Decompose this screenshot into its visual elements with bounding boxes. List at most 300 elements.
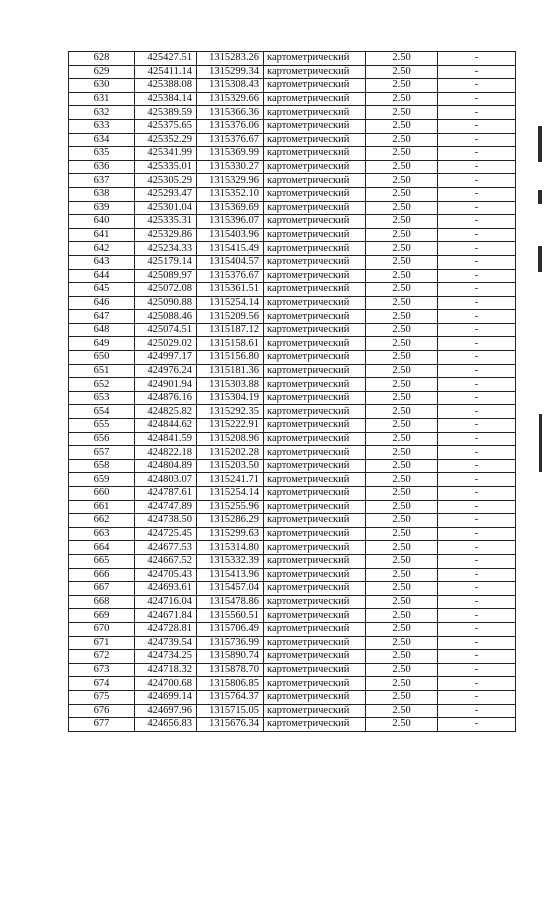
cell-coord-x: 424738.50 (135, 514, 197, 528)
cell-coord-y: 1315329.96 (197, 174, 264, 188)
cell-accuracy: 2.50 (366, 568, 438, 582)
cell-note: - (438, 582, 516, 596)
cell-coord-x: 425179.14 (135, 255, 197, 269)
cell-note: - (438, 92, 516, 106)
cell-coord-x: 425090.88 (135, 296, 197, 310)
scan-edge-mark (538, 190, 542, 204)
cell-coord-x: 425234.33 (135, 242, 197, 256)
cell-method: картометрический (264, 201, 366, 215)
cell-note: - (438, 391, 516, 405)
cell-coord-x: 424716.04 (135, 595, 197, 609)
table-row (69, 92, 516, 106)
scan-edge-mark (538, 126, 542, 162)
cell-point-number: 633 (69, 119, 135, 133)
cell-method: картометрический (264, 215, 366, 229)
cell-coord-y: 1315403.96 (197, 228, 264, 242)
cell-accuracy: 2.50 (366, 419, 438, 433)
cell-coord-x: 424705.43 (135, 568, 197, 582)
cell-coord-y: 1315369.99 (197, 147, 264, 161)
table-row (69, 269, 516, 283)
cell-point-number: 634 (69, 133, 135, 147)
cell-accuracy: 2.50 (366, 201, 438, 215)
cell-coord-x: 425089.97 (135, 269, 197, 283)
cell-method: картометрический (264, 283, 366, 297)
cell-accuracy: 2.50 (366, 677, 438, 691)
cell-coord-y: 1315158.61 (197, 337, 264, 351)
cell-coord-x: 424667.52 (135, 554, 197, 568)
cell-note: - (438, 351, 516, 365)
cell-method: картометрический (264, 174, 366, 188)
cell-note: - (438, 704, 516, 718)
cell-note: - (438, 690, 516, 704)
cell-coord-x: 425341.99 (135, 147, 197, 161)
table-row (69, 52, 516, 66)
cell-note: - (438, 554, 516, 568)
cell-note: - (438, 527, 516, 541)
cell-coord-x: 425301.04 (135, 201, 197, 215)
cell-accuracy: 2.50 (366, 119, 438, 133)
cell-point-number: 628 (69, 52, 135, 66)
table-row (69, 283, 516, 297)
cell-coord-x: 424844.62 (135, 419, 197, 433)
cell-accuracy: 2.50 (366, 487, 438, 501)
cell-coord-y: 1315241.71 (197, 473, 264, 487)
cell-coord-y: 1315369.69 (197, 201, 264, 215)
cell-coord-x: 425384.14 (135, 92, 197, 106)
cell-coord-x: 424697.96 (135, 704, 197, 718)
cell-coord-x: 425335.31 (135, 215, 197, 229)
cell-accuracy: 2.50 (366, 52, 438, 66)
cell-coord-x: 425427.51 (135, 52, 197, 66)
cell-method: картометрический (264, 364, 366, 378)
cell-coord-x: 424693.61 (135, 582, 197, 596)
cell-coord-x: 425329.86 (135, 228, 197, 242)
cell-coord-x: 425388.08 (135, 79, 197, 93)
cell-coord-y: 1315187.12 (197, 323, 264, 337)
cell-method: картометрический (264, 500, 366, 514)
cell-method: картометрический (264, 609, 366, 623)
cell-accuracy: 2.50 (366, 215, 438, 229)
table-row (69, 391, 516, 405)
cell-note: - (438, 119, 516, 133)
cell-coord-x: 424825.82 (135, 405, 197, 419)
cell-accuracy: 2.50 (366, 187, 438, 201)
cell-point-number: 649 (69, 337, 135, 351)
cell-method: картометрический (264, 595, 366, 609)
cell-accuracy: 2.50 (366, 541, 438, 555)
cell-coord-y: 1315352.10 (197, 187, 264, 201)
cell-accuracy: 2.50 (366, 622, 438, 636)
cell-coord-y: 1315706.49 (197, 622, 264, 636)
cell-point-number: 637 (69, 174, 135, 188)
cell-accuracy: 2.50 (366, 636, 438, 650)
cell-point-number: 676 (69, 704, 135, 718)
cell-method: картометрический (264, 405, 366, 419)
cell-point-number: 662 (69, 514, 135, 528)
cell-accuracy: 2.50 (366, 269, 438, 283)
cell-coord-y: 1315396.07 (197, 215, 264, 229)
cell-note: - (438, 323, 516, 337)
cell-coord-x: 425411.14 (135, 65, 197, 79)
table-row (69, 419, 516, 433)
cell-method: картометрический (264, 187, 366, 201)
cell-point-number: 644 (69, 269, 135, 283)
cell-accuracy: 2.50 (366, 255, 438, 269)
cell-point-number: 641 (69, 228, 135, 242)
cell-note: - (438, 419, 516, 433)
cell-method: картометрический (264, 147, 366, 161)
cell-note: - (438, 595, 516, 609)
cell-accuracy: 2.50 (366, 65, 438, 79)
cell-accuracy: 2.50 (366, 79, 438, 93)
cell-note: - (438, 405, 516, 419)
table-row (69, 568, 516, 582)
cell-method: картометрический (264, 323, 366, 337)
cell-point-number: 654 (69, 405, 135, 419)
cell-coord-y: 1315255.96 (197, 500, 264, 514)
cell-accuracy: 2.50 (366, 391, 438, 405)
cell-method: картометрический (264, 255, 366, 269)
table-row (69, 255, 516, 269)
cell-coord-y: 1315203.50 (197, 459, 264, 473)
cell-note: - (438, 663, 516, 677)
cell-point-number: 653 (69, 391, 135, 405)
cell-accuracy: 2.50 (366, 351, 438, 365)
cell-coord-y: 1315878.70 (197, 663, 264, 677)
table-row (69, 65, 516, 79)
table-row (69, 119, 516, 133)
cell-coord-x: 424747.89 (135, 500, 197, 514)
cell-coord-y: 1315764.37 (197, 690, 264, 704)
cell-method: картометрический (264, 351, 366, 365)
table-row (69, 187, 516, 201)
cell-note: - (438, 446, 516, 460)
cell-coord-y: 1315361.51 (197, 283, 264, 297)
cell-method: картометрический (264, 554, 366, 568)
cell-note: - (438, 500, 516, 514)
cell-coord-x: 424728.81 (135, 622, 197, 636)
table-row (69, 337, 516, 351)
cell-point-number: 640 (69, 215, 135, 229)
cell-coord-x: 425305.29 (135, 174, 197, 188)
cell-method: картометрический (264, 228, 366, 242)
cell-point-number: 671 (69, 636, 135, 650)
cell-point-number: 661 (69, 500, 135, 514)
cell-point-number: 645 (69, 283, 135, 297)
scan-edge-mark (539, 414, 542, 472)
cell-note: - (438, 364, 516, 378)
cell-accuracy: 2.50 (366, 459, 438, 473)
table-row (69, 622, 516, 636)
cell-accuracy: 2.50 (366, 514, 438, 528)
cell-accuracy: 2.50 (366, 718, 438, 732)
cell-method: картометрический (264, 622, 366, 636)
cell-coord-y: 1315806.85 (197, 677, 264, 691)
cell-coord-x: 425088.46 (135, 310, 197, 324)
cell-point-number: 632 (69, 106, 135, 120)
cell-point-number: 638 (69, 187, 135, 201)
cell-accuracy: 2.50 (366, 283, 438, 297)
cell-method: картометрический (264, 446, 366, 460)
cell-method: картометрический (264, 636, 366, 650)
table-row (69, 514, 516, 528)
cell-point-number: 636 (69, 160, 135, 174)
cell-coord-y: 1315181.36 (197, 364, 264, 378)
cell-note: - (438, 174, 516, 188)
cell-note: - (438, 459, 516, 473)
cell-accuracy: 2.50 (366, 174, 438, 188)
cell-note: - (438, 269, 516, 283)
cell-method: картометрический (264, 473, 366, 487)
table-row (69, 215, 516, 229)
cell-accuracy: 2.50 (366, 595, 438, 609)
cell-method: картометрический (264, 52, 366, 66)
table-row (69, 351, 516, 365)
cell-method: картометрический (264, 718, 366, 732)
table-row (69, 228, 516, 242)
cell-coord-x: 424901.94 (135, 378, 197, 392)
cell-note: - (438, 52, 516, 66)
cell-method: картометрический (264, 487, 366, 501)
cell-coord-x: 424700.68 (135, 677, 197, 691)
cell-method: картометрический (264, 92, 366, 106)
cell-coord-y: 1315202.28 (197, 446, 264, 460)
cell-coord-y: 1315560.51 (197, 609, 264, 623)
cell-point-number: 673 (69, 663, 135, 677)
cell-accuracy: 2.50 (366, 310, 438, 324)
cell-accuracy: 2.50 (366, 242, 438, 256)
cell-point-number: 674 (69, 677, 135, 691)
cell-point-number: 677 (69, 718, 135, 732)
cell-note: - (438, 296, 516, 310)
cell-coord-y: 1315292.35 (197, 405, 264, 419)
table-row (69, 106, 516, 120)
cell-method: картометрический (264, 65, 366, 79)
table-row (69, 582, 516, 596)
cell-point-number: 648 (69, 323, 135, 337)
cell-note: - (438, 337, 516, 351)
cell-coord-x: 425029.02 (135, 337, 197, 351)
cell-method: картометрический (264, 133, 366, 147)
cell-accuracy: 2.50 (366, 432, 438, 446)
table-row (69, 364, 516, 378)
cell-point-number: 660 (69, 487, 135, 501)
cell-method: картометрический (264, 527, 366, 541)
cell-coord-y: 1315314.80 (197, 541, 264, 555)
cell-coord-y: 1315404.57 (197, 255, 264, 269)
cell-method: картометрический (264, 119, 366, 133)
cell-coord-x: 425293.47 (135, 187, 197, 201)
cell-coord-x: 425352.29 (135, 133, 197, 147)
cell-coord-x: 425072.08 (135, 283, 197, 297)
cell-note: - (438, 650, 516, 664)
cell-coord-x: 424671.84 (135, 609, 197, 623)
cell-point-number: 642 (69, 242, 135, 256)
cell-note: - (438, 65, 516, 79)
cell-point-number: 675 (69, 690, 135, 704)
table-row (69, 242, 516, 256)
table-row (69, 296, 516, 310)
cell-point-number: 669 (69, 609, 135, 623)
table-row (69, 704, 516, 718)
cell-coord-y: 1315890.74 (197, 650, 264, 664)
cell-accuracy: 2.50 (366, 133, 438, 147)
cell-coord-x: 424725.45 (135, 527, 197, 541)
cell-coord-y: 1315304.19 (197, 391, 264, 405)
cell-accuracy: 2.50 (366, 663, 438, 677)
cell-coord-y: 1315330.27 (197, 160, 264, 174)
table-row (69, 636, 516, 650)
cell-accuracy: 2.50 (366, 337, 438, 351)
cell-note: - (438, 147, 516, 161)
cell-accuracy: 2.50 (366, 296, 438, 310)
cell-coord-y: 1315376.67 (197, 133, 264, 147)
cell-point-number: 656 (69, 432, 135, 446)
table-row (69, 595, 516, 609)
cell-note: - (438, 255, 516, 269)
table-row (69, 147, 516, 161)
cell-point-number: 629 (69, 65, 135, 79)
scan-edge-mark (538, 246, 542, 272)
cell-coord-x: 425335.01 (135, 160, 197, 174)
cell-accuracy: 2.50 (366, 147, 438, 161)
cell-note: - (438, 487, 516, 501)
table-row (69, 405, 516, 419)
cell-method: картометрический (264, 269, 366, 283)
cell-point-number: 664 (69, 541, 135, 555)
table-row (69, 473, 516, 487)
cell-coord-x: 424739.54 (135, 636, 197, 650)
cell-point-number: 670 (69, 622, 135, 636)
cell-method: картометрический (264, 160, 366, 174)
cell-point-number: 652 (69, 378, 135, 392)
cell-note: - (438, 242, 516, 256)
table-row (69, 554, 516, 568)
cell-accuracy: 2.50 (366, 554, 438, 568)
cell-coord-y: 1315736.99 (197, 636, 264, 650)
cell-accuracy: 2.50 (366, 690, 438, 704)
cell-note: - (438, 609, 516, 623)
table-row (69, 201, 516, 215)
cell-coord-x: 424656.83 (135, 718, 197, 732)
cell-accuracy: 2.50 (366, 527, 438, 541)
cell-accuracy: 2.50 (366, 446, 438, 460)
cell-coord-y: 1315478.86 (197, 595, 264, 609)
cell-note: - (438, 310, 516, 324)
cell-coord-x: 425375.65 (135, 119, 197, 133)
cell-coord-y: 1315299.34 (197, 65, 264, 79)
cell-note: - (438, 473, 516, 487)
cell-coord-x: 424876.16 (135, 391, 197, 405)
cell-coord-y: 1315286.29 (197, 514, 264, 528)
cell-point-number: 651 (69, 364, 135, 378)
table-row (69, 446, 516, 460)
cell-note: - (438, 514, 516, 528)
cell-method: картометрический (264, 459, 366, 473)
cell-coord-y: 1315222.91 (197, 419, 264, 433)
table-row (69, 500, 516, 514)
cell-method: картометрический (264, 582, 366, 596)
cell-accuracy: 2.50 (366, 500, 438, 514)
table-row (69, 650, 516, 664)
cell-coord-y: 1315715.05 (197, 704, 264, 718)
cell-coord-x: 424734.25 (135, 650, 197, 664)
cell-note: - (438, 133, 516, 147)
cell-coord-y: 1315332.39 (197, 554, 264, 568)
coordinates-table (68, 51, 516, 732)
cell-coord-y: 1315676.34 (197, 718, 264, 732)
cell-method: картометрический (264, 79, 366, 93)
cell-method: картометрический (264, 704, 366, 718)
cell-note: - (438, 622, 516, 636)
table-row (69, 677, 516, 691)
cell-point-number: 666 (69, 568, 135, 582)
cell-accuracy: 2.50 (366, 704, 438, 718)
cell-note: - (438, 677, 516, 691)
cell-accuracy: 2.50 (366, 405, 438, 419)
cell-coord-y: 1315208.96 (197, 432, 264, 446)
cell-accuracy: 2.50 (366, 364, 438, 378)
cell-method: картометрический (264, 650, 366, 664)
cell-point-number: 647 (69, 310, 135, 324)
cell-coord-y: 1315283.26 (197, 52, 264, 66)
cell-accuracy: 2.50 (366, 473, 438, 487)
cell-coord-y: 1315254.14 (197, 296, 264, 310)
cell-note: - (438, 187, 516, 201)
cell-accuracy: 2.50 (366, 582, 438, 596)
table-row (69, 541, 516, 555)
cell-accuracy: 2.50 (366, 92, 438, 106)
table-row (69, 323, 516, 337)
cell-point-number: 631 (69, 92, 135, 106)
cell-accuracy: 2.50 (366, 650, 438, 664)
cell-point-number: 646 (69, 296, 135, 310)
cell-coord-x: 424804.89 (135, 459, 197, 473)
cell-point-number: 650 (69, 351, 135, 365)
table-row (69, 663, 516, 677)
table-row (69, 133, 516, 147)
table-row (69, 310, 516, 324)
cell-coord-x: 425074.51 (135, 323, 197, 337)
cell-method: картометрический (264, 391, 366, 405)
cell-point-number: 665 (69, 554, 135, 568)
cell-method: картометрический (264, 419, 366, 433)
cell-method: картометрический (264, 677, 366, 691)
cell-point-number: 655 (69, 419, 135, 433)
cell-point-number: 663 (69, 527, 135, 541)
cell-accuracy: 2.50 (366, 609, 438, 623)
cell-coord-x: 424718.32 (135, 663, 197, 677)
cell-method: картометрический (264, 541, 366, 555)
cell-note: - (438, 215, 516, 229)
cell-coord-y: 1315366.36 (197, 106, 264, 120)
cell-note: - (438, 568, 516, 582)
table-row (69, 378, 516, 392)
table-row (69, 609, 516, 623)
cell-point-number: 672 (69, 650, 135, 664)
table-row (69, 527, 516, 541)
cell-method: картометрический (264, 568, 366, 582)
cell-note: - (438, 541, 516, 555)
coordinates-table-body (69, 52, 516, 732)
cell-coord-y: 1315254.14 (197, 487, 264, 501)
cell-coord-y: 1315303.88 (197, 378, 264, 392)
cell-coord-x: 424677.53 (135, 541, 197, 555)
cell-method: картометрический (264, 514, 366, 528)
cell-point-number: 639 (69, 201, 135, 215)
cell-coord-y: 1315376.67 (197, 269, 264, 283)
cell-method: картометрический (264, 663, 366, 677)
